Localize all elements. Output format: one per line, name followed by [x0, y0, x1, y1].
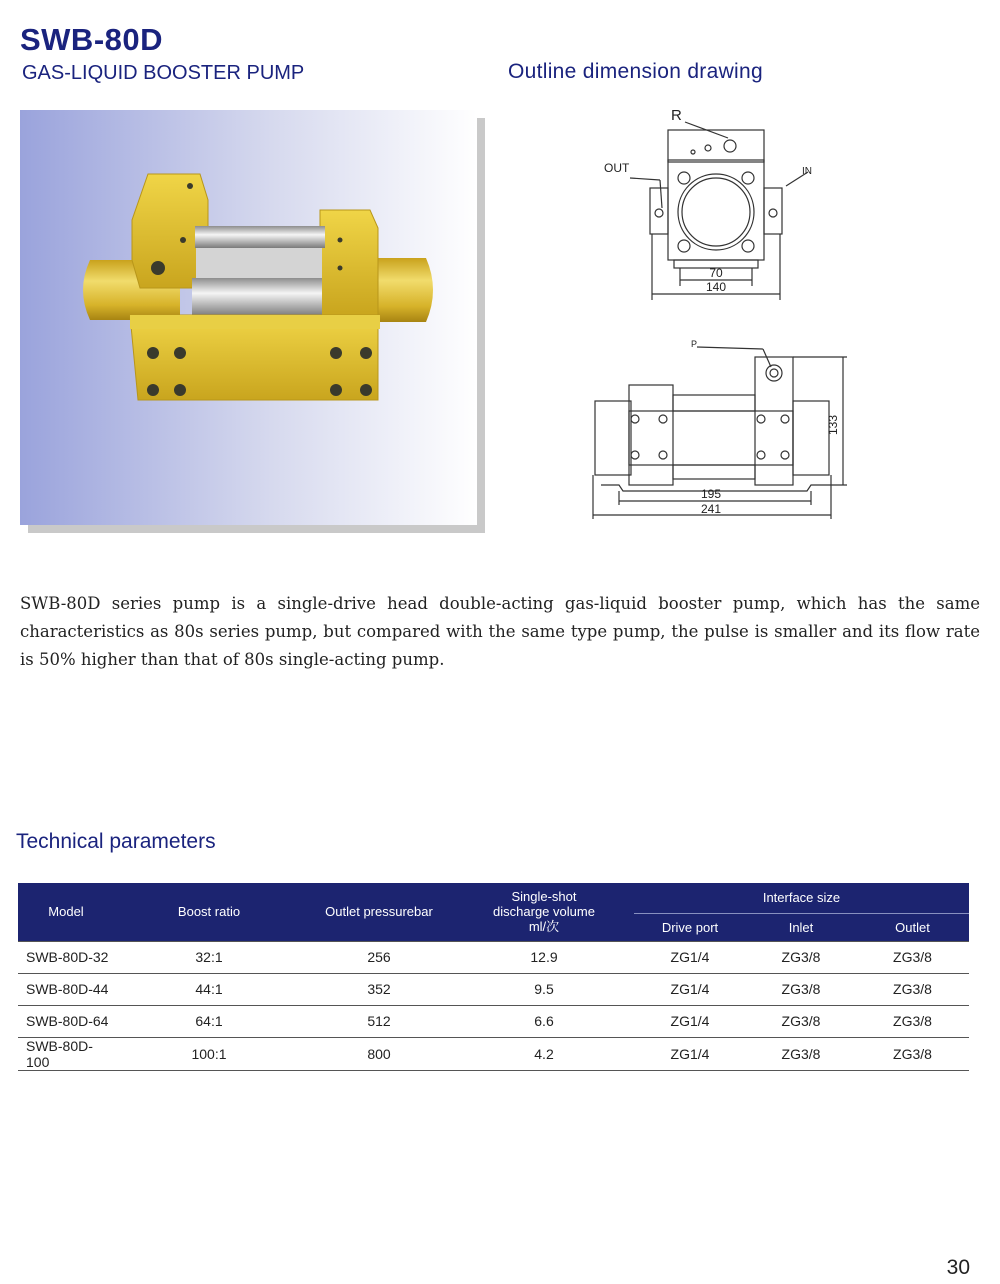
dim-241: 241: [700, 502, 722, 516]
product-title: SWB-80D: [20, 22, 164, 57]
table-row: [18, 1037, 969, 1070]
label-p: P: [691, 339, 698, 349]
cell-drive-port: ZG1/4: [634, 1005, 746, 1037]
dim-133: 133: [826, 414, 840, 436]
dim-140: 140: [705, 280, 727, 294]
cell-outlet-pressure: 800: [304, 1037, 454, 1070]
cell-model: SWB-80D-64: [18, 1005, 114, 1037]
header-outlet-pressure: Outlet pressurebar: [304, 883, 454, 941]
label-r: R: [671, 107, 682, 124]
cell-drive-port: ZG1/4: [634, 1037, 746, 1070]
cell-outlet: ZG3/8: [856, 973, 969, 1005]
cell-model: SWB-80D-44: [18, 973, 114, 1005]
cell-boost-ratio: 100:1: [114, 1037, 304, 1070]
header-discharge-volume: [454, 883, 634, 941]
label-out: OUT: [604, 161, 630, 175]
dim-70: 70: [709, 266, 723, 280]
cell-drive-port: ZG1/4: [634, 941, 746, 973]
cell-discharge-volume: 12.9: [454, 941, 634, 973]
lower-rod: [192, 278, 322, 316]
cell-outlet: ZG3/8: [856, 1037, 969, 1070]
technical-parameters-title: Technical parameters: [16, 830, 216, 853]
cell-outlet-pressure: 256: [304, 941, 454, 973]
header-discharge-line2: discharge volume: [493, 904, 595, 920]
cell-boost-ratio: 32:1: [114, 941, 304, 973]
technical-parameters-table: [18, 883, 969, 1071]
label-in: IN: [802, 166, 812, 177]
header-model: Model: [18, 883, 114, 941]
cell-inlet: ZG3/8: [746, 1005, 856, 1037]
dim-195: 195: [700, 487, 722, 501]
cell-outlet: ZG3/8: [856, 941, 969, 973]
page-number: 30: [946, 1256, 970, 1279]
header-discharge-line3: ml/次: [528, 919, 560, 935]
product-subtitle: GAS-LIQUID BOOSTER PUMP: [22, 62, 305, 84]
header-discharge-line1: Single-shot: [511, 889, 577, 905]
product-description: SWB-80D series pump is a single-drive head double-acting gas-liquid booster pump, which has the same characteristics as 80s series pump, but compared with the same type pump, the pulse is smaller and its flow rate is 50% higher than that of 80s single-acting pump.: [20, 594, 980, 669]
cell-discharge-volume: 9.5: [454, 973, 634, 1005]
cell-boost-ratio: 64:1: [114, 1005, 304, 1037]
header-interface-size: Interface size: [634, 883, 969, 913]
header-inlet: Inlet: [746, 913, 856, 941]
upper-rod: [195, 226, 325, 248]
cell-outlet-pressure: 512: [304, 1005, 454, 1037]
header-outlet: Outlet: [856, 913, 969, 941]
cell-drive-port: ZG1/4: [634, 973, 746, 1005]
cell-outlet-pressure: 352: [304, 973, 454, 1005]
table-row: [18, 973, 969, 1005]
table-row: [18, 941, 969, 973]
product-photo: [20, 110, 477, 525]
header-boost-ratio: Boost ratio: [114, 883, 304, 941]
cell-inlet: ZG3/8: [746, 973, 856, 1005]
table-row: [18, 1005, 969, 1037]
cell-inlet: ZG3/8: [746, 941, 856, 973]
cell-outlet: ZG3/8: [856, 1005, 969, 1037]
cell-discharge-volume: 6.6: [454, 1005, 634, 1037]
header-drive-port: Drive port: [634, 913, 746, 941]
cell-inlet: ZG3/8: [746, 1037, 856, 1070]
cell-model: SWB-80D-100: [18, 1037, 114, 1070]
outline-drawing-side: [585, 335, 855, 525]
cell-boost-ratio: 44:1: [114, 973, 304, 1005]
outline-drawing-front: [590, 100, 830, 300]
cell-discharge-volume: 4.2: [454, 1037, 634, 1070]
cell-model: SWB-80D-32: [18, 941, 114, 973]
outline-drawing-title: Outline dimension drawing: [508, 60, 763, 83]
